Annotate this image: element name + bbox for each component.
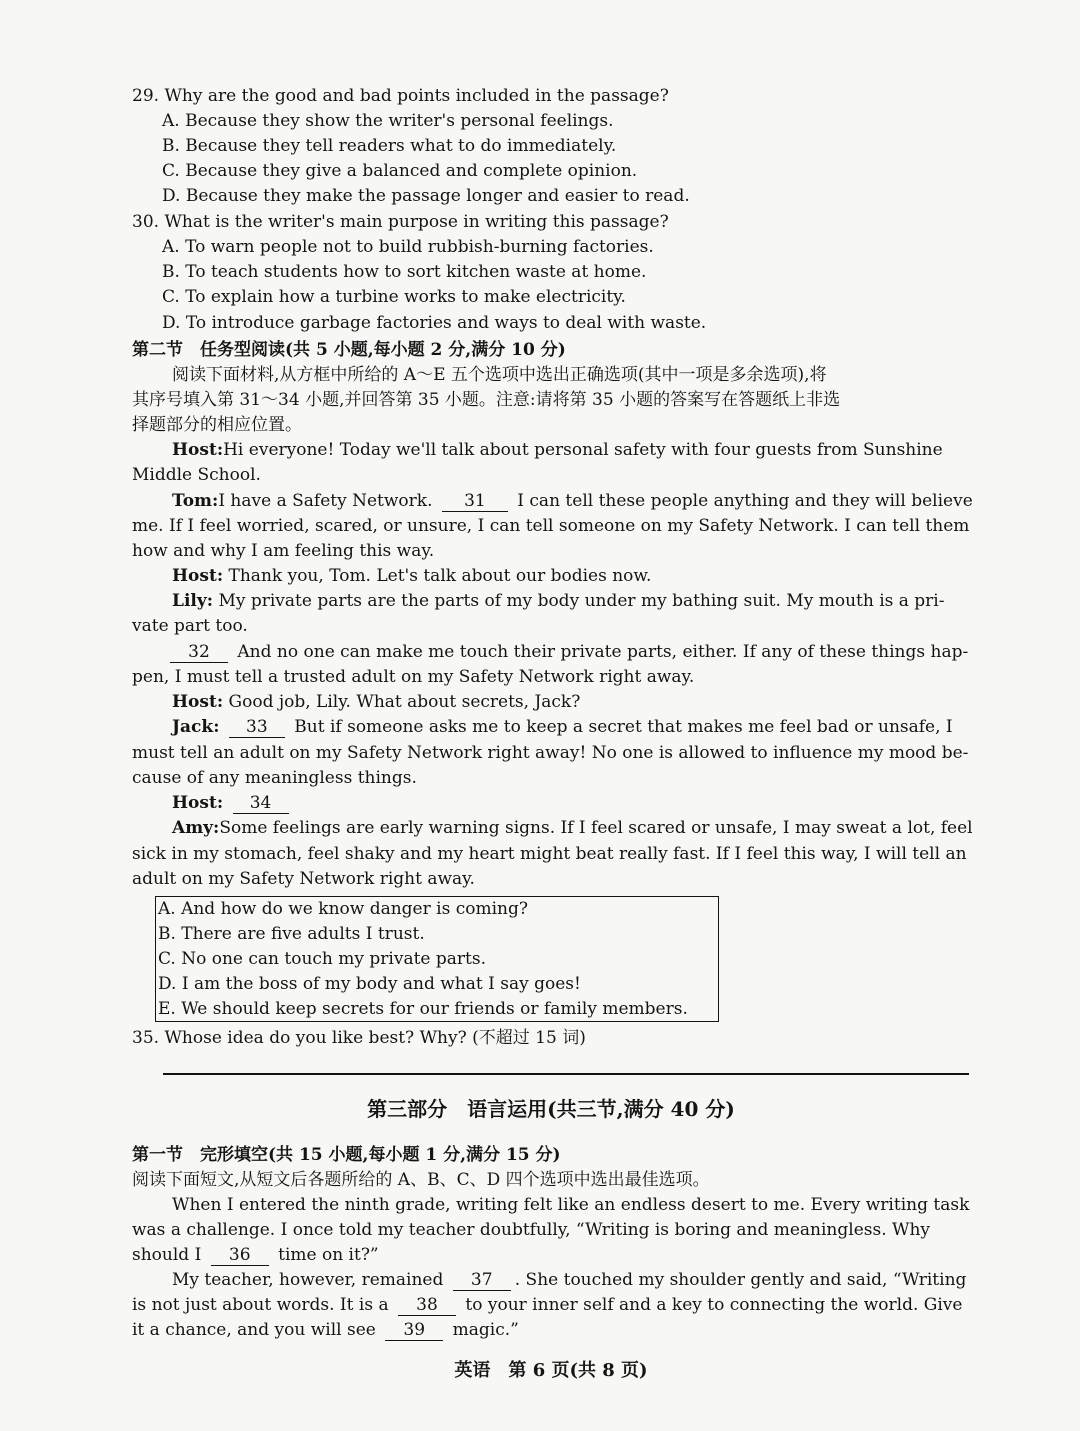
blank-32[interactable]: 32 bbox=[170, 642, 228, 663]
blank-39[interactable]: 39 bbox=[385, 1320, 443, 1341]
cloze-text: it a chance, and you will see bbox=[132, 1320, 376, 1340]
page-footer: 英语 第 6 页(共 8 页) bbox=[454, 1360, 648, 1381]
cloze-text: should I bbox=[132, 1245, 202, 1265]
q30-stem: 30. What is the writer's main purpose in writing this passage? bbox=[132, 212, 669, 232]
jack-text: But if someone asks me to keep a secret that makes me feel bad or unsafe, I bbox=[294, 717, 953, 737]
dialogue-jack-line2: must tell an adult on my Safety Network right away! No one is allowed to influence my mood be- bbox=[132, 743, 969, 763]
amy-text: Some feelings are early warning signs. If I feel scared or unsafe, I may sweat a lot, feel bbox=[219, 818, 973, 838]
dialogue-lily-line3 bbox=[132, 640, 970, 665]
dialogue-host-line4 bbox=[172, 690, 970, 715]
cloze-p2-line3 bbox=[132, 1318, 970, 1343]
host-text: Good job, Lily. What about secrets, Jack? bbox=[228, 692, 581, 712]
cloze-text: is not just about words. It is a bbox=[132, 1295, 389, 1315]
dialogue-lily-line4: pen, I must tell a trusted adult on my Safety Network right away. bbox=[132, 667, 695, 687]
blank-38[interactable]: 38 bbox=[398, 1295, 456, 1316]
lily-text-cont: And no one can make me touch their private parts, either. If any of these things hap- bbox=[237, 642, 969, 662]
speaker-jack: Jack: bbox=[172, 717, 220, 737]
q30-option-b: B. To teach students how to sort kitchen waste at home. bbox=[162, 262, 647, 282]
cloze-text: to your inner self and a key to connecting the world. Give bbox=[465, 1295, 963, 1315]
section-divider bbox=[163, 1073, 969, 1075]
speaker-host: Host: bbox=[172, 440, 224, 460]
speaker-host: Host: bbox=[172, 566, 224, 586]
q29-option-d: D. Because they make the passage longer and easier to read. bbox=[162, 186, 690, 206]
blank-34[interactable]: 34 bbox=[233, 793, 289, 814]
option-b: B. There are five adults I trust. bbox=[158, 924, 425, 944]
q35-stem: 35. Whose idea do you like best? Why? (不超过 15 词) bbox=[132, 1028, 586, 1048]
blank-33[interactable]: 33 bbox=[229, 717, 285, 738]
dialogue-jack-line3: cause of any meaningless things. bbox=[132, 768, 417, 788]
dialogue-tom-line1 bbox=[172, 489, 973, 514]
dialogue-tom-line3: how and why I am feeling this way. bbox=[132, 541, 435, 561]
q29-option-a: A. Because they show the writer's personal feelings. bbox=[162, 111, 614, 131]
q30-option-c: C. To explain how a turbine works to make electricity. bbox=[162, 287, 626, 307]
cloze-p1-line2: was a challenge. I once told my teacher doubtfully, “Writing is boring and meaningless. Why bbox=[132, 1220, 931, 1240]
section2-heading: 第二节 任务型阅读(共 5 小题,每小题 2 分,满分 10 分) bbox=[132, 340, 566, 360]
q30-option-a: A. To warn people not to build rubbish-burning factories. bbox=[162, 237, 654, 257]
speaker-host: Host: bbox=[172, 793, 224, 813]
blank-37[interactable]: 37 bbox=[453, 1270, 511, 1291]
q29-option-b: B. Because they tell readers what to do immediately. bbox=[162, 136, 617, 156]
part3-title: 第三部分 语言运用(共三节,满分 40 分) bbox=[367, 1097, 735, 1121]
cloze-text: My teacher, however, remained bbox=[172, 1270, 444, 1290]
cloze-p1-line1: When I entered the ninth grade, writing felt like an endless desert to me. Every writing task bbox=[172, 1195, 970, 1215]
section2-instruction-line3: 择题部分的相应位置。 bbox=[132, 415, 302, 435]
dialogue-host-line5 bbox=[172, 791, 970, 816]
option-e: E. We should keep secrets for our friends or family members. bbox=[158, 999, 688, 1019]
lily-text: My private parts are the parts of my body under my bathing suit. My mouth is a pri- bbox=[218, 591, 945, 611]
q29-stem: 29. Why are the good and bad points included in the passage? bbox=[132, 86, 669, 106]
q30-option-d: D. To introduce garbage factories and ways to deal with waste. bbox=[162, 313, 707, 333]
dialogue-host-line2: Middle School. bbox=[132, 465, 261, 485]
dialogue-lily-line1 bbox=[172, 589, 970, 614]
cloze-heading: 第一节 完形填空(共 15 小题,每小题 1 分,满分 15 分) bbox=[132, 1145, 561, 1165]
speaker-amy: Amy: bbox=[172, 818, 220, 838]
dialogue-tom-line2: me. If I feel worried, scared, or unsure, I can tell someone on my Safety Network. I can tell them bbox=[132, 516, 970, 536]
cloze-text: magic.” bbox=[452, 1320, 519, 1340]
dialogue-host-line3 bbox=[172, 564, 970, 589]
host-text: Thank you, Tom. Let's talk about our bodies now. bbox=[228, 566, 652, 586]
option-c: C. No one can touch my private parts. bbox=[158, 949, 486, 969]
cloze-p2-line2 bbox=[132, 1293, 970, 1318]
dialogue-amy-line2: sick in my stomach, feel shaky and my heart might beat really fast. If I feel this way, I will tell an bbox=[132, 844, 967, 864]
cloze-text: time on it?” bbox=[278, 1245, 379, 1265]
cloze-text: . She touched my shoulder gently and said, “Writing bbox=[514, 1270, 967, 1290]
speaker-tom: Tom: bbox=[172, 491, 219, 511]
dialogue-host-line1 bbox=[172, 438, 970, 463]
cloze-p1-line3 bbox=[132, 1243, 970, 1268]
dialogue-amy-line1 bbox=[172, 816, 973, 841]
tom-text-post: I can tell these people anything and they will believe bbox=[517, 491, 973, 511]
section2-instruction-line2: 其序号填入第 31～34 小题,并回答第 35 小题。注意:请将第 35 小题的答案写在答题纸上非选 bbox=[132, 390, 841, 410]
speaker-lily: Lily: bbox=[172, 591, 214, 611]
dialogue-lily-line2: vate part too. bbox=[132, 616, 248, 636]
dialogue-amy-line3: adult on my Safety Network right away. bbox=[132, 869, 475, 889]
cloze-p2-line1 bbox=[172, 1268, 970, 1293]
option-d: D. I am the boss of my body and what I say goes! bbox=[158, 974, 581, 994]
blank-36[interactable]: 36 bbox=[211, 1245, 269, 1266]
cloze-instruction: 阅读下面短文,从短文后各题所给的 A、B、C、D 四个选项中选出最佳选项。 bbox=[132, 1170, 710, 1190]
tom-text-pre: I have a Safety Network. bbox=[218, 491, 433, 511]
dialogue-jack-line1 bbox=[172, 715, 970, 740]
speaker-host: Host: bbox=[172, 692, 224, 712]
section2-instruction-line1: 阅读下面材料,从方框中所给的 A～E 五个选项中选出正确选项(其中一项是多余选项),将 bbox=[172, 365, 827, 385]
options-box bbox=[155, 896, 719, 1022]
blank-31[interactable]: 31 bbox=[442, 491, 508, 512]
option-a: A. And how do we know danger is coming? bbox=[158, 899, 528, 919]
host-greeting-text: Hi everyone! Today we'll talk about personal safety with four guests from Sunshine bbox=[223, 440, 943, 460]
q29-option-c: C. Because they give a balanced and complete opinion. bbox=[162, 161, 638, 181]
